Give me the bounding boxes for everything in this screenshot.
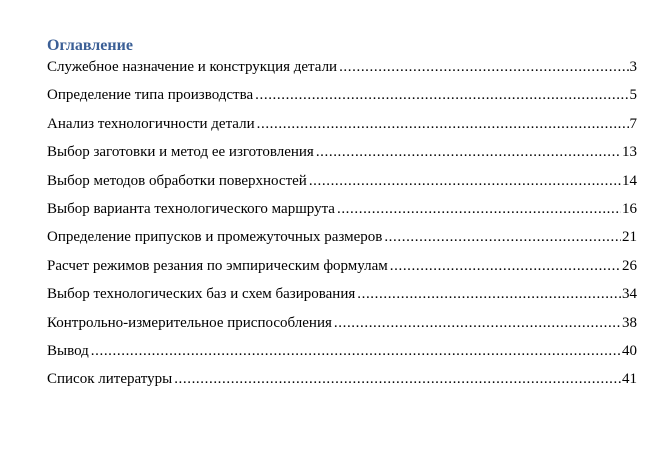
toc-entry[interactable] <box>47 143 637 171</box>
toc-entry-page: 38 <box>622 314 637 331</box>
toc-entries <box>47 58 637 399</box>
toc-entry-page: 13 <box>622 144 637 161</box>
toc-entry-title: Выбор заготовки и метод ее изготовления <box>47 144 314 161</box>
toc-entry-title: Определение припусков и промежуточных размеров <box>47 229 383 246</box>
dot-leader <box>390 257 621 275</box>
dot-leader <box>384 228 621 246</box>
toc-entry-page: 34 <box>622 286 637 303</box>
toc-entry-page: 21 <box>622 229 637 246</box>
toc-entry-page: 5 <box>629 87 637 104</box>
toc-entry[interactable] <box>47 285 637 313</box>
toc-entry-page: 26 <box>622 257 637 274</box>
toc-entry-title: Выбор технологических баз и схем базирования <box>47 286 356 303</box>
table-of-contents <box>47 37 637 399</box>
dot-leader <box>309 172 621 190</box>
toc-entry-page: 7 <box>629 115 637 132</box>
dot-leader <box>334 314 621 332</box>
toc-entry[interactable] <box>47 172 637 200</box>
toc-entry-title: Анализ технологичности детали <box>47 115 255 132</box>
dot-leader <box>255 86 628 104</box>
toc-heading: Оглавление <box>47 37 133 54</box>
toc-entry-title: Список литературы <box>47 371 173 388</box>
toc-entry-title: Вывод <box>47 342 89 359</box>
toc-entry-title: Служебное назначение и конструкция детали <box>47 59 338 75</box>
dot-leader <box>91 342 621 360</box>
toc-entry[interactable] <box>47 86 637 114</box>
toc-entry-page: 41 <box>622 371 637 388</box>
dot-leader <box>357 285 621 303</box>
toc-entry-page: 16 <box>622 200 637 217</box>
toc-entry[interactable] <box>47 200 637 228</box>
toc-entry[interactable] <box>47 115 637 143</box>
toc-entry-title: Выбор методов обработки поверхностей <box>47 172 307 189</box>
toc-entry-title: Контрольно-измерительное приспособления <box>47 314 332 331</box>
toc-entry-page: 3 <box>629 59 637 75</box>
dot-leader <box>316 143 621 161</box>
toc-entry-page: 40 <box>622 342 637 359</box>
toc-entry[interactable] <box>47 58 637 86</box>
dot-leader <box>339 58 628 76</box>
toc-entry-page: 14 <box>622 172 637 189</box>
toc-entry[interactable] <box>47 342 637 370</box>
toc-entry-title: Расчет режимов резания по эмпирическим формулам <box>47 257 388 274</box>
toc-entry[interactable] <box>47 228 637 256</box>
toc-entry[interactable] <box>47 370 637 398</box>
dot-leader <box>337 200 621 218</box>
toc-entry-title: Определение типа производства <box>47 87 254 104</box>
dot-leader <box>174 370 621 388</box>
toc-entry[interactable] <box>47 314 637 342</box>
toc-entry[interactable] <box>47 257 637 285</box>
dot-leader <box>257 115 629 133</box>
toc-entry-title: Выбор варианта технологического маршрута <box>47 200 335 217</box>
